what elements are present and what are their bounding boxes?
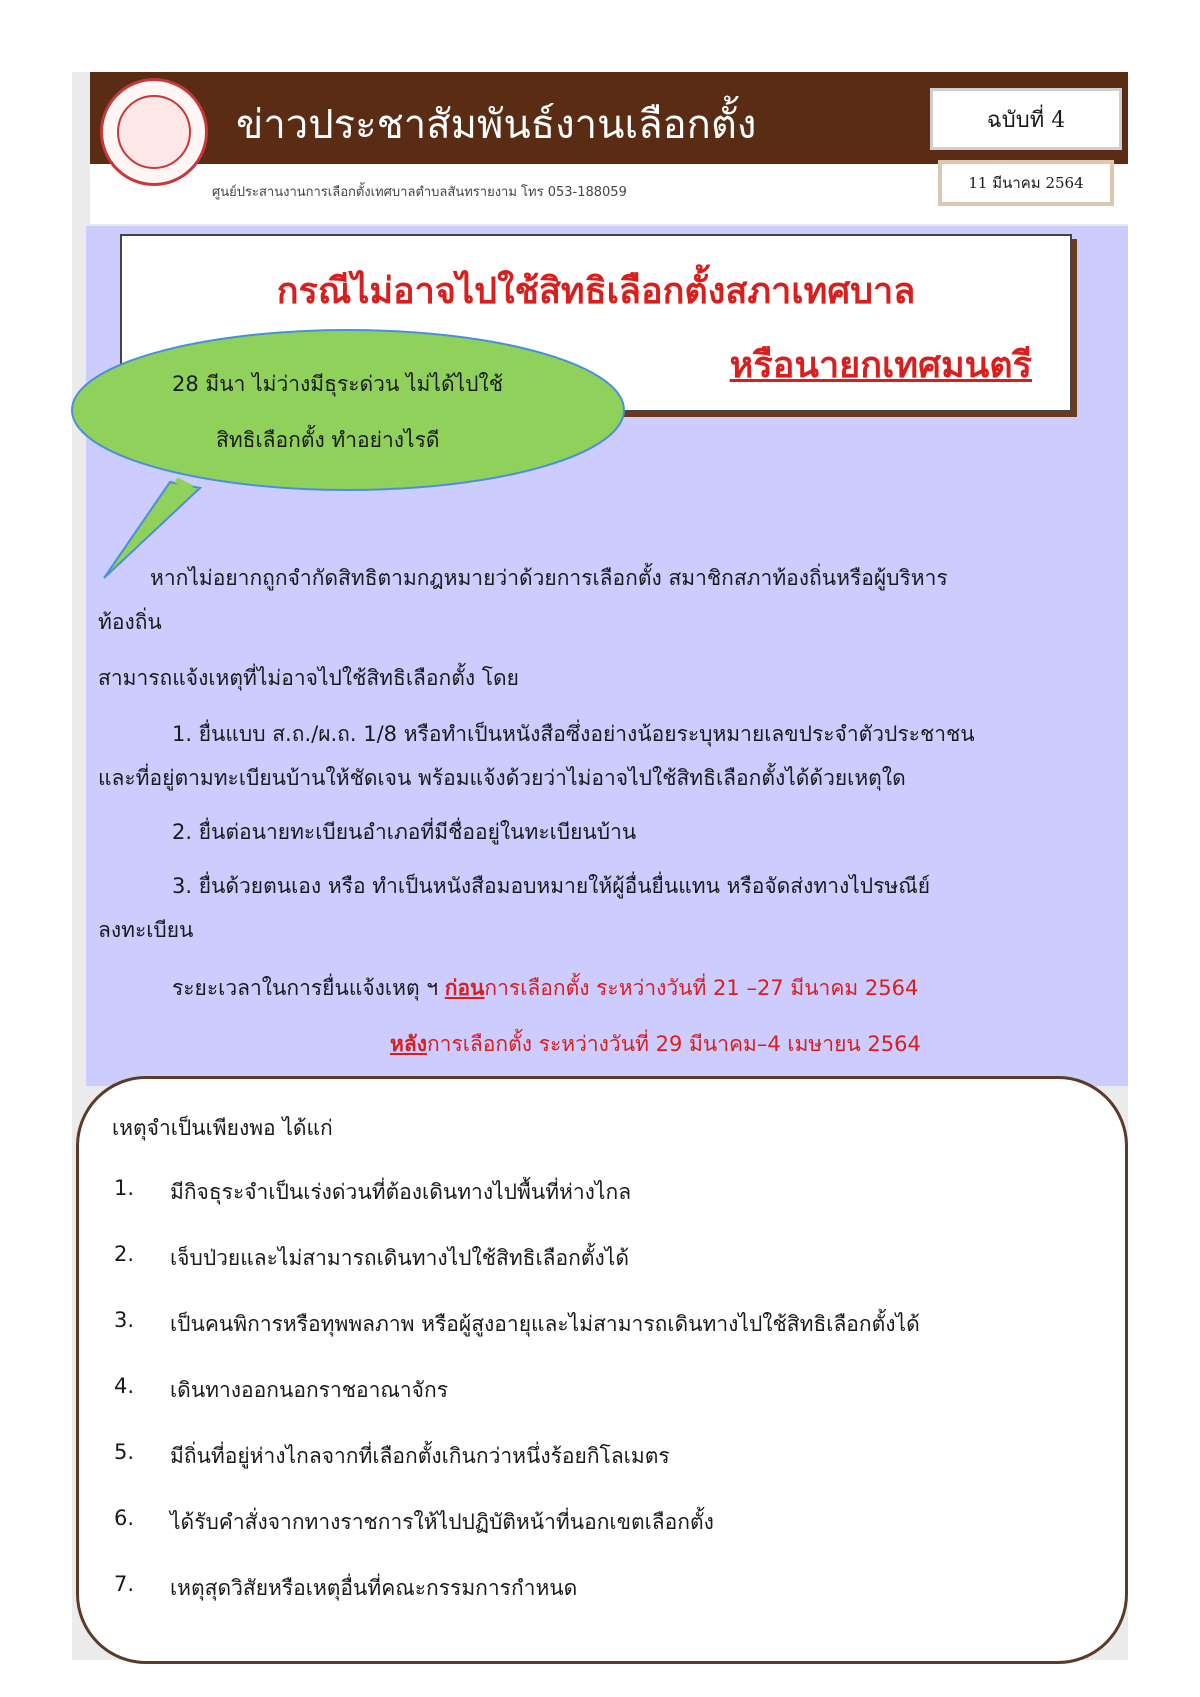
newsletter-title: ข่าวประชาสัมพันธ์งานเลือกตั้ง — [236, 102, 757, 148]
list-text: มีกิจธุระจำเป็นเร่งด่วนที่ต้องเดินทางไปพื้นที่ห่างไกล — [170, 1180, 632, 1204]
before-range: การเลือกตั้ง ระหว่างวันที่ 21 –27 มีนาคม 2564 — [484, 976, 919, 1000]
headline-line2: หรือนายกเทศมนตรี — [729, 345, 1032, 386]
contact-line: ศูนย์ประสานงานการเลือกตั้งเทศบาลตำบลสันทรายงาม โทร 053-188059 — [212, 185, 627, 200]
paragraph-intro: หากไม่อยากถูกจำกัดสิทธิตามกฎหมายว่าด้วยการเลือกตั้ง สมาชิกสภาท้องถิ่นหรือผู้บริหาร — [150, 566, 948, 590]
list-number: 6. — [114, 1506, 135, 1530]
list-text: เดินทางออกนอกราชอาณาจักร — [170, 1378, 448, 1402]
step-3-line1: 3. ยื่นด้วยตนเอง หรือ ทำเป็นหนังสือมอบหมายให้ผู้อื่นยื่นแทน หรือจัดส่งทางไปรษณีย์ — [172, 874, 931, 898]
list-text: เจ็บป่วยและไม่สามารถเดินทางไปใช้สิทธิเลือกตั้งได้ — [170, 1246, 629, 1270]
step-2: 2. ยื่นต่อนายทะเบียนอำเภอที่มีชื่ออยู่ในทะเบียนบ้าน — [172, 820, 637, 844]
list-number: 4. — [114, 1374, 135, 1398]
list-text: ได้รับคำสั่งจากทางราชการให้ไปปฏิบัติหน้าที่นอกเขตเลือกตั้ง — [170, 1510, 714, 1534]
after-word: หลัง — [390, 1032, 427, 1056]
paragraph-notify: สามารถแจ้งเหตุที่ไม่อาจไปใช้สิทธิเลือกตั้ง โดย — [98, 666, 519, 690]
period-label: ระยะเวลาในการยื่นแจ้งเหตุ ฯ — [172, 976, 445, 1000]
list-text: มีถิ่นที่อยู่ห่างไกลจากที่เลือกตั้งเกินกว่าหนึ่งร้อยกิโลเมตร — [170, 1444, 670, 1468]
bubble-text-line2: สิทธิเลือกตั้ง ทำอย่างไรดี — [216, 428, 440, 452]
list-number: 7. — [114, 1572, 135, 1596]
paragraph-intro-cont: ท้องถิ่น — [98, 610, 162, 634]
bubble-text-line1: 28 มีนา ไม่ว่างมีธุระด่วน ไม่ได้ไปใช้ — [172, 372, 503, 396]
period-after — [390, 1028, 921, 1061]
list-number: 1. — [114, 1176, 135, 1200]
issue-number: ฉบับที่ 4 — [930, 88, 1122, 150]
list-number: 5. — [114, 1440, 135, 1464]
reasons-heading: เหตุจำเป็นเพียงพอ ได้แก่ — [112, 1116, 333, 1140]
list-text: เหตุสุดวิสัยหรือเหตุอื่นที่คณะกรรมการกำหนด — [170, 1576, 578, 1600]
list-number: 2. — [114, 1242, 135, 1266]
step-1-line1: 1. ยื่นแบบ ส.ถ./ผ.ถ. 1/8 หรือทำเป็นหนังสือซึ่งอย่างน้อยระบุหมายเลขประจำตัวประชาชน — [172, 722, 975, 746]
issue-date: 11 มีนาคม 2564 — [938, 160, 1114, 206]
speech-bubble — [0, 0, 1200, 620]
list-text: เป็นคนพิการหรือทุพพลภาพ หรือผู้สูงอายุและไม่สามารถเดินทางไปใช้สิทธิเลือกตั้งได้ — [170, 1312, 920, 1336]
list-number: 3. — [114, 1308, 135, 1332]
headline-line1: กรณีไม่อาจไปใช้สิทธิเลือกตั้งสภาเทศบาล — [276, 271, 916, 312]
after-range: การเลือกตั้ง ระหว่างวันที่ 29 มีนาคม–4 เมษายน 2564 — [426, 1032, 921, 1056]
before-word: ก่อน — [444, 976, 485, 1000]
step-3-line2: ลงทะเบียน — [98, 918, 194, 942]
step-1-line2: และที่อยู่ตามทะเบียนบ้านให้ชัดเจน พร้อมแจ้งด้วยว่าไม่อาจไปใช้สิทธิเลือกตั้งได้ด้วยเหตุใด — [98, 766, 906, 790]
period-before — [172, 972, 918, 1005]
